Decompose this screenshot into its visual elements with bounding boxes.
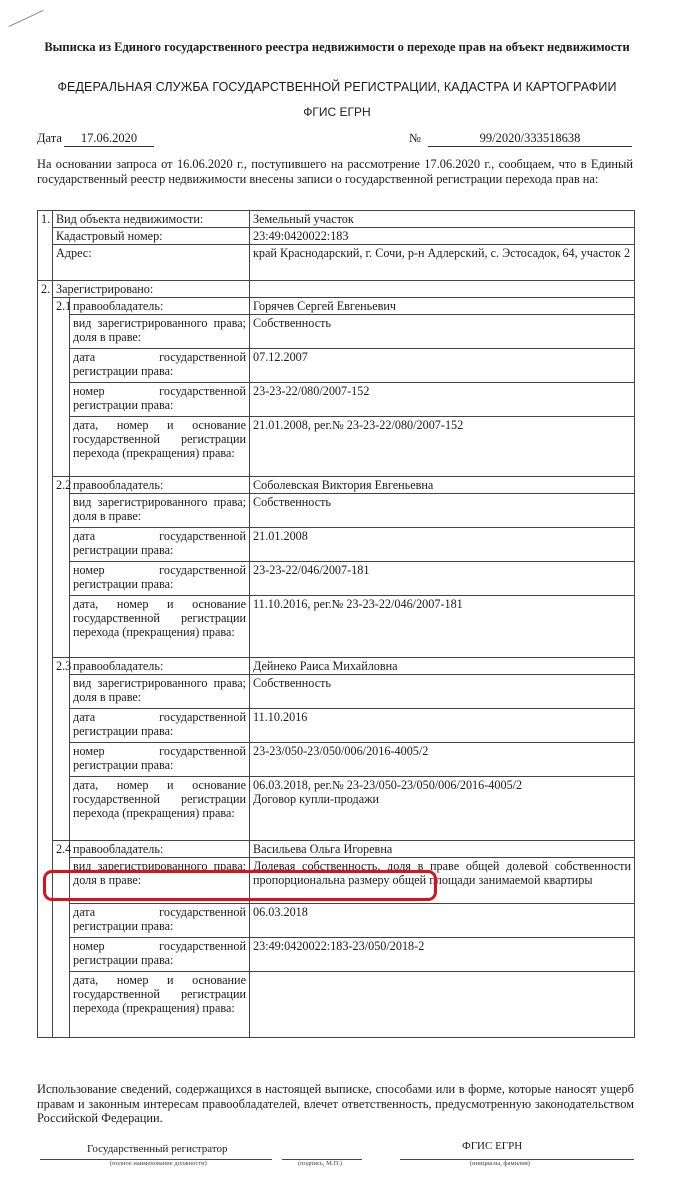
row-label: дата государственной регистрации права: bbox=[70, 528, 250, 562]
row-value: 06.03.2018 bbox=[250, 904, 635, 938]
row-value: 23:49:0420022:183-23/050/2018-2 bbox=[250, 938, 635, 972]
registrar-position: Государственный регистратор bbox=[87, 1143, 228, 1155]
row-value: 23:49:0420022:183 bbox=[250, 228, 635, 245]
holder-number: 2.1 bbox=[53, 298, 70, 477]
number-value: 99/2020/333518638 bbox=[428, 131, 632, 147]
date-value: 17.06.2020 bbox=[64, 131, 154, 147]
table-row bbox=[38, 494, 635, 528]
row-value: 21.01.2008 bbox=[250, 528, 635, 562]
table-row bbox=[38, 841, 635, 858]
intro-paragraph: На основании запроса от 16.06.2020 г., поступившего на рассмотрение 17.06.2020 г., сообщаем, что в Единый государственный реестр недвижимости внесены записи о государственной регистрации перехода прав на: bbox=[37, 157, 633, 186]
initials-caption: (инициалы, фамилия) bbox=[470, 1160, 530, 1167]
table-row bbox=[38, 315, 635, 349]
row-label: дата государственной регистрации права: bbox=[70, 709, 250, 743]
table-row bbox=[38, 281, 635, 298]
row-label: дата, номер и основание государственной регистрации перехода (прекращения) права: bbox=[70, 596, 250, 658]
holder-name: Дейнеко Раиса Михайловна bbox=[250, 658, 635, 675]
row-value: 21.01.2008, рег.№ 23-23-22/080/2007-152 bbox=[250, 417, 635, 477]
table-row bbox=[38, 349, 635, 383]
row-label: Кадастровый номер: bbox=[53, 228, 250, 245]
row-value: Собственность bbox=[250, 675, 635, 709]
row-value bbox=[250, 281, 635, 298]
row-value: Собственность bbox=[250, 494, 635, 528]
table-row bbox=[38, 709, 635, 743]
table-row bbox=[38, 228, 635, 245]
row-label: дата, номер и основание государственной регистрации перехода (прекращения) права: bbox=[70, 972, 250, 1038]
row-value: Собственность bbox=[250, 315, 635, 349]
system-name: ФГИС ЕГРН bbox=[303, 105, 371, 119]
table-row bbox=[38, 528, 635, 562]
table-row bbox=[38, 477, 635, 494]
row-value: край Краснодарский, г. Сочи, р-н Адлерский, с. Эстосадок, 64, участок 2 bbox=[250, 245, 635, 281]
row-label: вид зарегистрированного права; доля в праве: bbox=[70, 315, 250, 349]
row-label: дата государственной регистрации права: bbox=[70, 904, 250, 938]
row-label: вид зарегистрированного права; доля в праве: bbox=[70, 858, 250, 904]
signature-caption: (подпись, М.П.) bbox=[298, 1160, 342, 1167]
system-signature: ФГИС ЕГРН bbox=[462, 1140, 523, 1152]
holder-number: 2.3 bbox=[53, 658, 70, 841]
row-value: 23-23-22/080/2007-152 bbox=[250, 383, 635, 417]
row-value: 11.10.2016 bbox=[250, 709, 635, 743]
row-label: правообладатель: bbox=[70, 298, 250, 315]
document-title: Выписка из Единого государственного реестра недвижимости о переходе прав на объект недвижимости bbox=[44, 40, 630, 54]
table-row bbox=[38, 211, 635, 228]
table-row bbox=[38, 675, 635, 709]
table-row bbox=[38, 383, 635, 417]
row-value: Долевая собственность, доля в праве общей долевой собственности пропорциональна размеру общей площади занимаемой квартиры bbox=[250, 858, 635, 904]
table-row bbox=[38, 596, 635, 658]
row-label: дата государственной регистрации права: bbox=[70, 349, 250, 383]
table-row bbox=[38, 562, 635, 596]
agency-name: ФЕДЕРАЛЬНАЯ СЛУЖБА ГОСУДАРСТВЕННОЙ РЕГИСТРАЦИИ, КАДАСТРА И КАРТОГРАФИИ bbox=[57, 80, 617, 94]
row-label: номер государственной регистрации права: bbox=[70, 383, 250, 417]
row-value bbox=[250, 972, 635, 1038]
table-row bbox=[38, 417, 635, 477]
holder-number: 2.2 bbox=[53, 477, 70, 658]
row-label: номер государственной регистрации права: bbox=[70, 743, 250, 777]
row-label: Зарегистрировано: bbox=[53, 281, 250, 298]
table-row bbox=[38, 743, 635, 777]
section-number: 2. bbox=[38, 281, 53, 1038]
table-row bbox=[38, 972, 635, 1038]
row-label: вид зарегистрированного права; доля в праве: bbox=[70, 494, 250, 528]
row-label: Вид объекта недвижимости: bbox=[53, 211, 250, 228]
position-caption: (полное наименование должности) bbox=[110, 1160, 207, 1167]
table-row bbox=[38, 298, 635, 315]
row-label: номер государственной регистрации права: bbox=[70, 562, 250, 596]
row-value: 11.10.2016, рег.№ 23-23-22/046/2007-181 bbox=[250, 596, 635, 658]
highlight-box bbox=[43, 870, 437, 901]
table-row bbox=[38, 938, 635, 972]
table-row bbox=[38, 904, 635, 938]
table-row bbox=[38, 777, 635, 841]
row-value: 23-23-22/046/2007-181 bbox=[250, 562, 635, 596]
row-label: номер государственной регистрации права: bbox=[70, 938, 250, 972]
pen-mark bbox=[9, 10, 44, 27]
table-row bbox=[38, 658, 635, 675]
row-label: правообладатель: bbox=[70, 658, 250, 675]
section-number: 1. bbox=[38, 211, 53, 281]
holder-name: Горячев Сергей Евгеньевич bbox=[250, 298, 635, 315]
date-label: Дата bbox=[37, 131, 62, 145]
row-value bbox=[250, 777, 635, 841]
transfer-record: 06.03.2018, рег.№ 23-23/050-23/050/006/2016-4005/2 bbox=[253, 778, 523, 792]
holder-name: Васильева Ольга Игоревна bbox=[250, 841, 635, 858]
legal-notice: Использование сведений, содержащихся в настоящей выписке, способами или в форме, которые наносят ущерб правам и законным интересам правообладателей, влечет ответственность, предусмотренную законодательством Российской Федерации. bbox=[37, 1082, 634, 1126]
row-label: правообладатель: bbox=[70, 841, 250, 858]
row-label: дата, номер и основание государственной регистрации перехода (прекращения) права: bbox=[70, 777, 250, 841]
row-value: 23-23/050-23/050/006/2016-4005/2 bbox=[250, 743, 635, 777]
row-value: 07.12.2007 bbox=[250, 349, 635, 383]
transfer-basis: Договор купли-продажи bbox=[253, 792, 380, 806]
row-label: вид зарегистрированного права; доля в праве: bbox=[70, 675, 250, 709]
holder-name: Соболевская Виктория Евгеньевна bbox=[250, 477, 635, 494]
holder-number: 2.4 bbox=[53, 841, 70, 1038]
row-label: Адрес: bbox=[53, 245, 250, 281]
number-label: № bbox=[409, 131, 421, 145]
row-value: Земельный участок bbox=[250, 211, 635, 228]
table-row bbox=[38, 245, 635, 281]
row-label: дата, номер и основание государственной регистрации перехода (прекращения) права: bbox=[70, 417, 250, 477]
rights-table bbox=[37, 210, 635, 1038]
row-label: правообладатель: bbox=[70, 477, 250, 494]
